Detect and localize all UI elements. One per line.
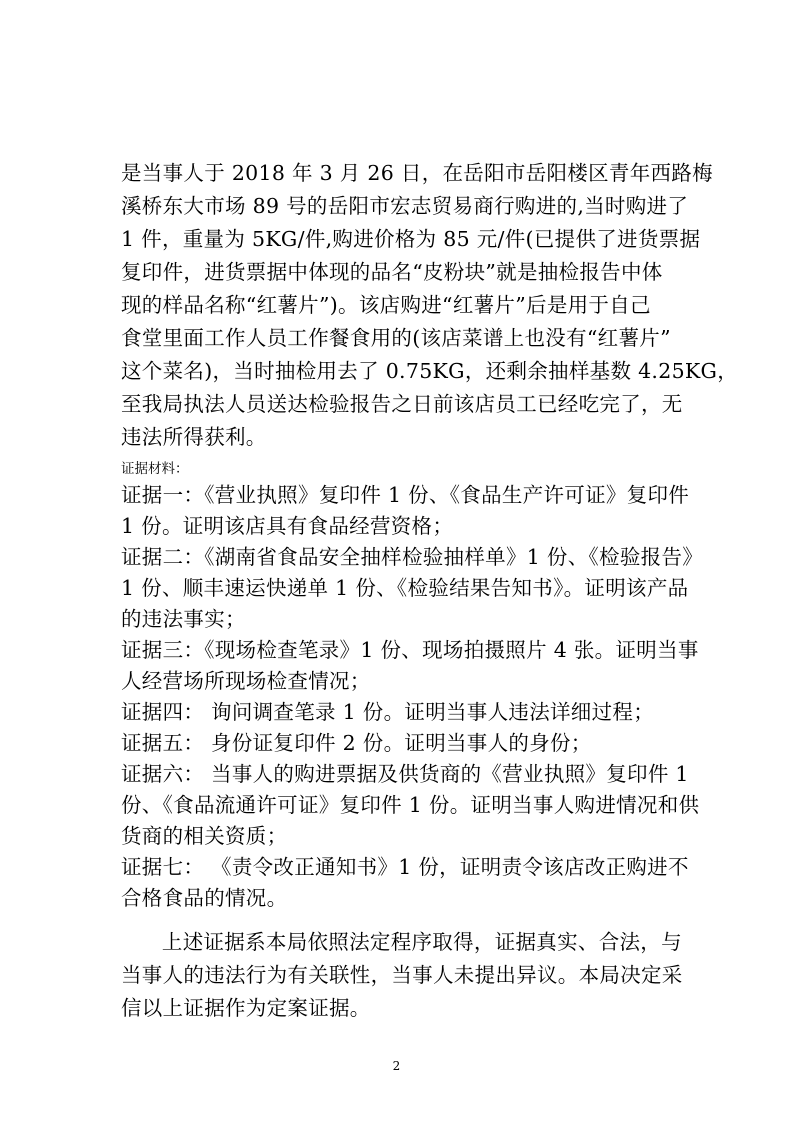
evidence-line: 货商的相关资质； bbox=[121, 824, 288, 848]
evidence-line: 人经营场所现场检查情况； bbox=[121, 669, 371, 693]
evidence-line: 证据一：《营业执照》复印件 1 份、《食品生产许可证》复印件 bbox=[121, 483, 690, 507]
evidence-line: 证据二：《湖南省食品安全抽样检验抽样单》1 份、《检验报告》 bbox=[121, 545, 704, 569]
page-number: 2 bbox=[392, 1059, 401, 1073]
text-line: 当事人的违法行为有关联性，当事人未提出异议。本局决定采 bbox=[121, 963, 683, 987]
text-line: 现的样品名称“红薯片”)。该店购进“红薯片”后是用于自己 bbox=[121, 293, 651, 317]
evidence-conclusion-paragraph bbox=[121, 926, 711, 1025]
text-line: 至我局执法人员送达检验报告之日前该店员工已经吃完了，无 bbox=[121, 392, 683, 416]
evidence-line: 1 份、顺丰速运快递单 1 份、《检验结果告知书》。证明该产品 bbox=[121, 576, 689, 600]
text-line: 溪桥东大市场 89 号的岳阳市宏志贸易商行购进的,当时购进了 bbox=[121, 194, 689, 218]
evidence-list bbox=[121, 480, 711, 914]
text-line: 违法所得获利。 bbox=[121, 425, 267, 449]
evidence-line: 证据七： 《责令改正通知书》1 份，证明责令该店改正购进不 bbox=[121, 855, 689, 879]
evidence-line: 的违法事实； bbox=[121, 607, 246, 631]
text-line: 食堂里面工作人员工作餐食用的(该店菜谱上也没有“红薯片” bbox=[121, 326, 671, 350]
evidence-line: 1 份。证明该店具有食品经营资格； bbox=[121, 514, 454, 538]
evidence-line: 合格食品的情况。 bbox=[121, 886, 288, 910]
evidence-line: 证据六： 当事人的购进票据及供货商的《营业执照》复印件 1 bbox=[121, 762, 689, 786]
evidence-line: 份、《食品流通许可证》复印件 1 份。证明当事人购进情况和供 bbox=[121, 793, 700, 817]
text-line: 是当事人于 2018 年 3 月 26 日，在岳阳市岳阳楼区青年西路梅 bbox=[121, 161, 713, 185]
text-line: 信以上证据作为定案证据。 bbox=[121, 996, 371, 1020]
text-line: 上述证据系本局依照法定程序取得，证据真实、合法，与 bbox=[121, 930, 682, 954]
evidence-line: 证据五： 身份证复印件 2 份。证明当事人的身份； bbox=[121, 731, 592, 755]
text-line: 1 件，重量为 5KG/件,购进价格为 85 元/件(已提供了进货票据 bbox=[121, 227, 701, 251]
case-facts-paragraph bbox=[121, 157, 738, 454]
evidence-label: 证据材料： bbox=[121, 461, 189, 477]
text-line: 这个菜名)，当时抽检用去了 0.75KG，还剩余抽样基数 4.25KG， bbox=[121, 359, 738, 383]
text-line: 复印件，进货票据中体现的品名“皮粉块”就是抽检报告中体 bbox=[121, 260, 663, 284]
evidence-line: 证据三：《现场检查笔录》1 份、现场拍摄照片 4 张。证明当事 bbox=[121, 638, 699, 662]
evidence-line: 证据四： 询问调查笔录 1 份。证明当事人违法详细过程； bbox=[121, 700, 654, 724]
